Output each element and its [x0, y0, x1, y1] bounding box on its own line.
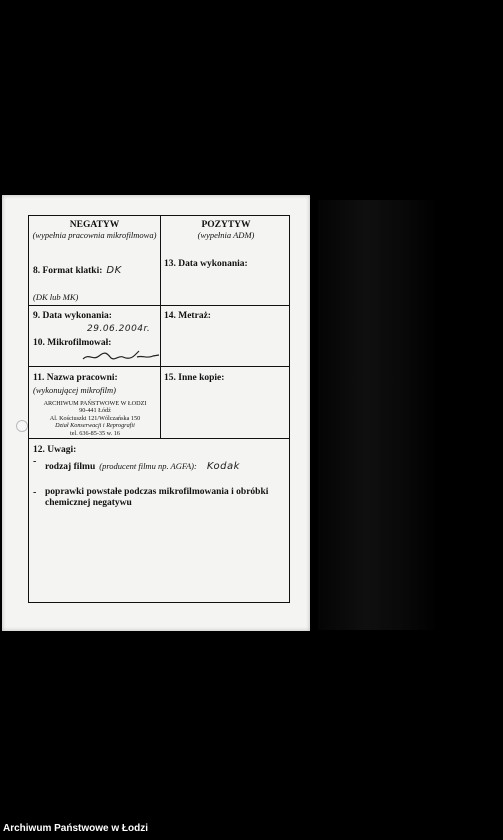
metraz-label: 14. Metraż: [164, 311, 211, 321]
nazwa-field [33, 373, 158, 395]
poprawki-label: poprawki powstałe podczas mikrofilmowania i obróbki chemicznej negatywu [45, 487, 269, 508]
poprawki-row [33, 487, 285, 509]
pozytyw-header [161, 220, 291, 240]
stamp-line-1: ARCHIWUM PAŃSTWOWE W ŁODZI [43, 400, 147, 407]
pozytyw-title: POZYTYW [201, 220, 251, 230]
stamp-line-3: Al. Kościuszki 121/Wólczańska 150 [49, 414, 141, 422]
data13-label: 13. Data wykonania: [164, 259, 248, 269]
rodzaj-label: rodzaj filmu [45, 462, 96, 472]
dash: - [33, 456, 37, 467]
stamp-line-5: tel. 636-85-35 w. 16 [70, 429, 120, 437]
nazwa-hint: (wykonującej mikrofilm) [33, 385, 117, 395]
row-divider [29, 438, 289, 439]
stamp-line-4: Dział Konserwacji i Reprografii [55, 422, 135, 430]
rodzaj-value: Kodak [206, 461, 240, 472]
negatyw-header [29, 220, 160, 240]
row-divider [29, 366, 289, 367]
inne-kopie-label: 15. Inne kopie: [164, 373, 225, 383]
uwagi-section [33, 445, 285, 509]
column-divider [160, 216, 161, 438]
scan-shadow [318, 200, 438, 630]
rodzaj-hint: (producent filmu np. AGFA): [99, 461, 197, 471]
negatyw-title: NEGATYW [69, 220, 120, 230]
punch-hole [16, 420, 28, 432]
format-value: DK [106, 265, 122, 276]
data9-value: 29.06.2004r. [87, 324, 151, 334]
format-field [33, 260, 158, 278]
document-sheet [2, 195, 310, 631]
negatyw-subtitle: (wypełnia pracownia mikrofilmowa) [32, 230, 157, 240]
format-label: 8. Format klatki: [33, 266, 103, 276]
dash: - [33, 487, 37, 498]
uwagi-label: 12. Uwagi: [33, 445, 77, 455]
footer-caption: Archiwum Państwowe w Łodzi [3, 823, 149, 834]
nazwa-label: 11. Nazwa pracowni: [33, 373, 118, 383]
data9-label: 9. Data wykonania: [33, 311, 112, 321]
stamp-line-2: 90-441 Łódź [79, 407, 111, 415]
archive-stamp [31, 400, 159, 437]
format-hint: (DK lub MK) [33, 292, 79, 302]
pozytyw-subtitle: (wypełnia ADM) [197, 230, 255, 240]
microfilm-form [28, 215, 290, 603]
signature [81, 347, 161, 365]
mikrofilmowal-label: 10. Mikrofilmował: [33, 338, 112, 348]
rodzaj-row [33, 456, 285, 474]
row-divider [29, 305, 289, 306]
